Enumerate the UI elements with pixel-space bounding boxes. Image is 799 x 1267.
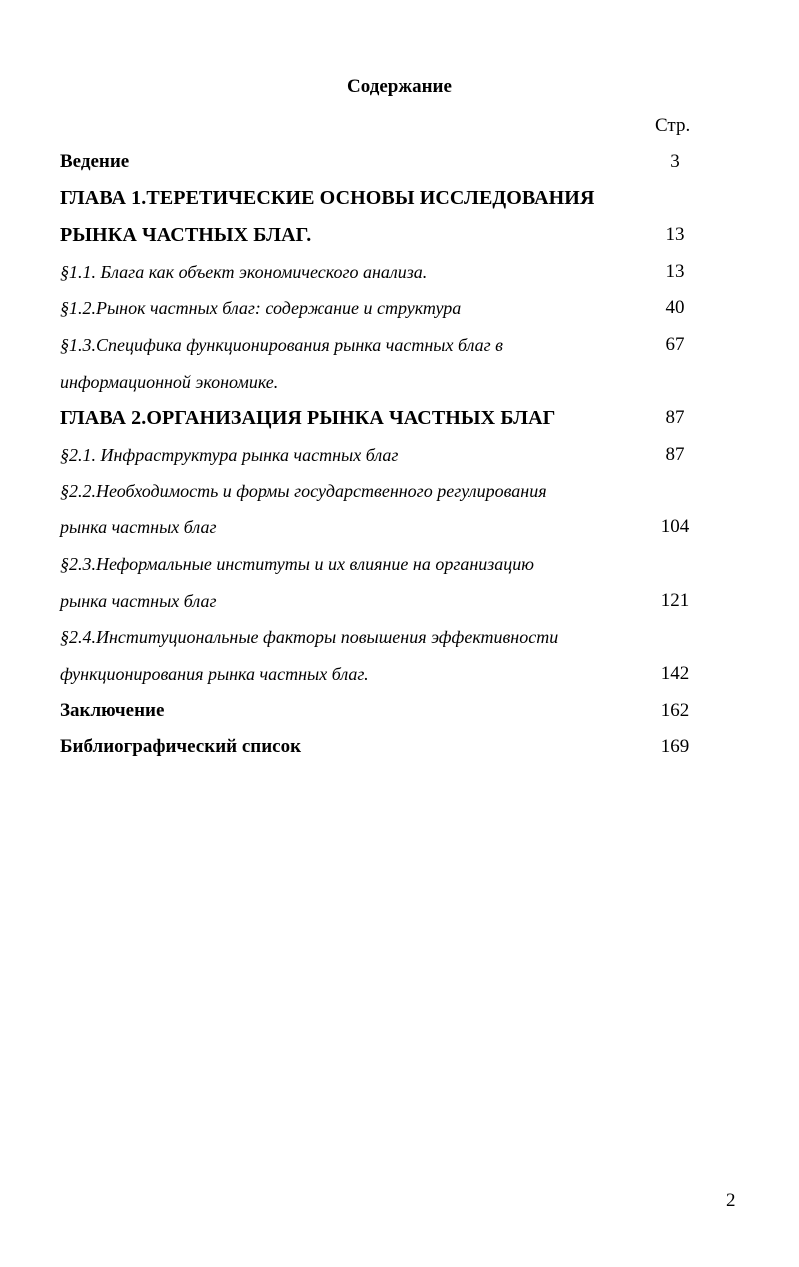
toc-title: Содержание (347, 76, 452, 97)
toc-page-section-2-3: 121 (660, 590, 690, 611)
toc-section-1-2: §1.2.Рынок частных благ: содержание и структура (60, 298, 462, 318)
toc-section-1-3-line-1: §1.3.Специфика функционирования рынка частных благ в (60, 335, 503, 355)
toc-entry-conclusion: Заключение (60, 700, 165, 721)
toc-chapter-1-line-1: ГЛАВА 1.ТЕРЕТИЧЕСКИЕ ОСНОВЫ ИССЛЕДОВАНИЯ (60, 187, 595, 209)
toc-page-chapter-1: 13 (665, 224, 685, 245)
toc-section-1-1: §1.1. Блага как объект экономического анализа. (60, 262, 428, 282)
toc-section-2-4-line-1: §2.4.Институциональные факторы повышения эффективности (60, 627, 559, 647)
toc-section-2-1: §2.1. Инфраструктура рынка частных благ (60, 445, 399, 465)
toc-entry-bibliography: Библиографический список (60, 736, 302, 757)
toc-page-section-2-2: 104 (660, 516, 690, 537)
toc-page-section-1-2: 40 (665, 297, 685, 318)
toc-section-1-3-line-2: информационной экономике. (60, 372, 279, 392)
toc-page-chapter-2: 87 (665, 407, 685, 428)
toc-page-section-1-1: 13 (665, 261, 685, 282)
toc-page-section-1-3: 67 (665, 334, 685, 355)
toc-chapter-2: ГЛАВА 2.ОРГАНИЗАЦИЯ РЫНКА ЧАСТНЫХ БЛАГ (60, 407, 556, 429)
toc-section-2-4-line-2: функционирования рынка частных благ. (60, 664, 369, 684)
page-number: 2 (726, 1190, 736, 1211)
toc-section-2-3-line-1: §2.3.Неформальные институты и их влияние на организацию (60, 554, 535, 574)
toc-section-2-3-line-2: рынка частных благ (60, 591, 217, 611)
toc-chapter-1-line-2: РЫНКА ЧАСТНЫХ БЛАГ. (60, 224, 312, 246)
toc-page-bibliography: 169 (660, 736, 690, 757)
toc-page-conclusion: 162 (660, 700, 690, 721)
toc-entry-introduction: Ведение (60, 151, 130, 172)
toc-section-2-2-line-2: рынка частных благ (60, 517, 217, 537)
toc-page-section-2-1: 87 (665, 444, 685, 465)
page-column-label: Стр. (655, 115, 691, 136)
toc-page-introduction: 3 (670, 151, 680, 172)
toc-section-2-2-line-1: §2.2.Необходимость и формы государственного регулирования (60, 481, 547, 501)
toc-page-section-2-4: 142 (660, 663, 690, 684)
